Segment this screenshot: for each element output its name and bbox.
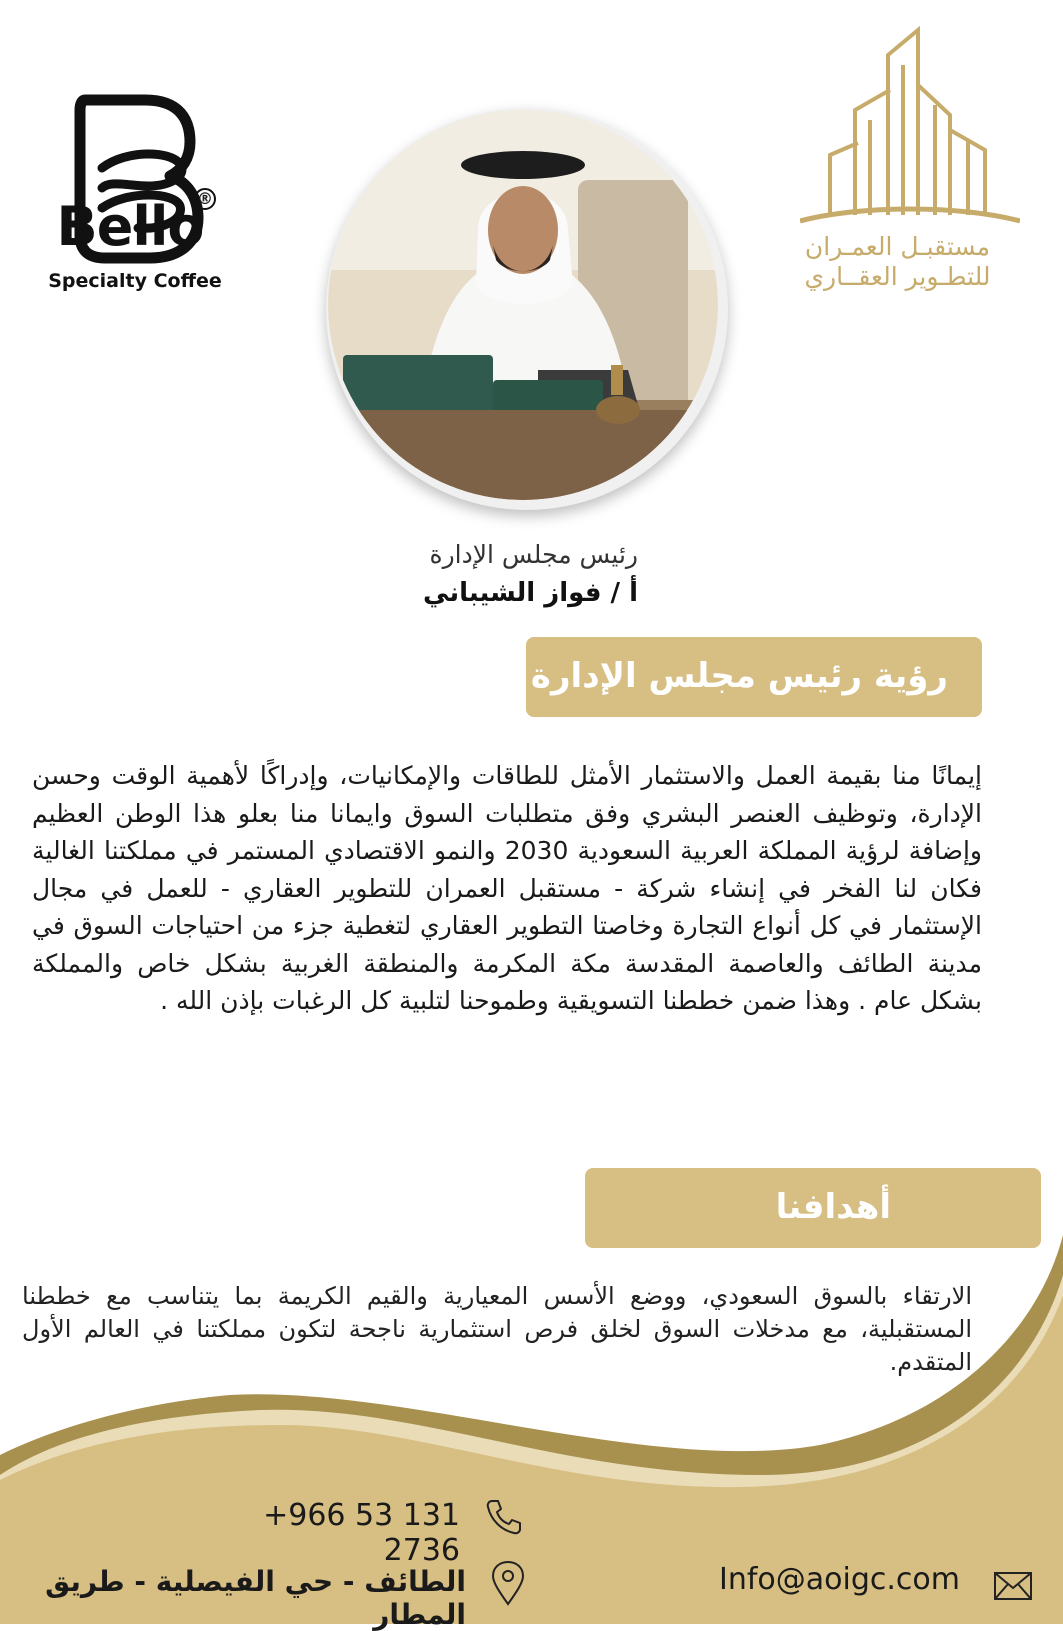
phone-number[interactable]: +966 53 131 2736 <box>263 1498 460 1568</box>
goals-paragraph: الارتقاء بالسوق السعودي، ووضع الأسس المعيارية والقيم الكريمة بما يتناسب مع خططنا المستقبلية، مع مدخلات السوق لخلق فرص استثمارية ناجحة لتكون مملكتنا في العالم الأول المتقدم. <box>22 1282 972 1376</box>
location-pin-icon <box>490 1560 526 1606</box>
address: الطائف - حي الفيصلية - طريق المطار <box>45 1565 466 1631</box>
bello-tagline: Specialty Coffee <box>48 270 222 292</box>
goals-heading: أهدافنا <box>585 1168 1041 1248</box>
chairman-name: أ / فواز الشيباني <box>423 578 638 608</box>
registered-trademark-mark: ® <box>194 188 216 210</box>
envelope-icon <box>994 1572 1032 1600</box>
chairman-title: رئيس مجلس الإدارة <box>429 540 638 569</box>
vision-paragraph: إيمانًا منا بقيمة العمل والاستثمار الأمثل للطاقات والإمكانيات، وإدراكًا لأهمية الوقت وحسن الإدارة، وتوظيف العنصر البشري وفق متطلبات السوق وايمانا منا بعلو هذا الوطن العظيم وإضافة لرؤية المملكة العربية السعودية 2030 والنمو الاقتصادي المستمر في مملكتنا الغالية فكان لنا الفخر في إنشاء شركة - مستقبل العمران للتطوير العقاري - للعمل في مجال الإستثمار في كل أنواع التجارة وخاصتا التطوير العقاري لتغطية جزء من احتياجات السوق في مدينة الطائف والعاصمة المقدسة مكة المكرمة والمنطقة الغربية بشكل خاص والمملكة بشكل عام . وهذا ضمن خططنا التسويقية وطموحنا لتلبية كل الرغبات بإذن الله . <box>32 761 982 1015</box>
bello-brand-name: Bello <box>56 195 204 258</box>
company-building-logo <box>800 25 1020 225</box>
company-name-line-2: للتطـوير العقــاري <box>804 262 991 291</box>
vision-heading: رؤية رئيس مجلس الإدارة <box>526 637 982 717</box>
chairman-portrait <box>328 110 718 500</box>
company-name-line-1: مستقبـل العمـران <box>804 232 991 261</box>
phone-icon <box>484 1497 524 1537</box>
email-address[interactable]: Info@aoigc.com <box>719 1562 960 1597</box>
